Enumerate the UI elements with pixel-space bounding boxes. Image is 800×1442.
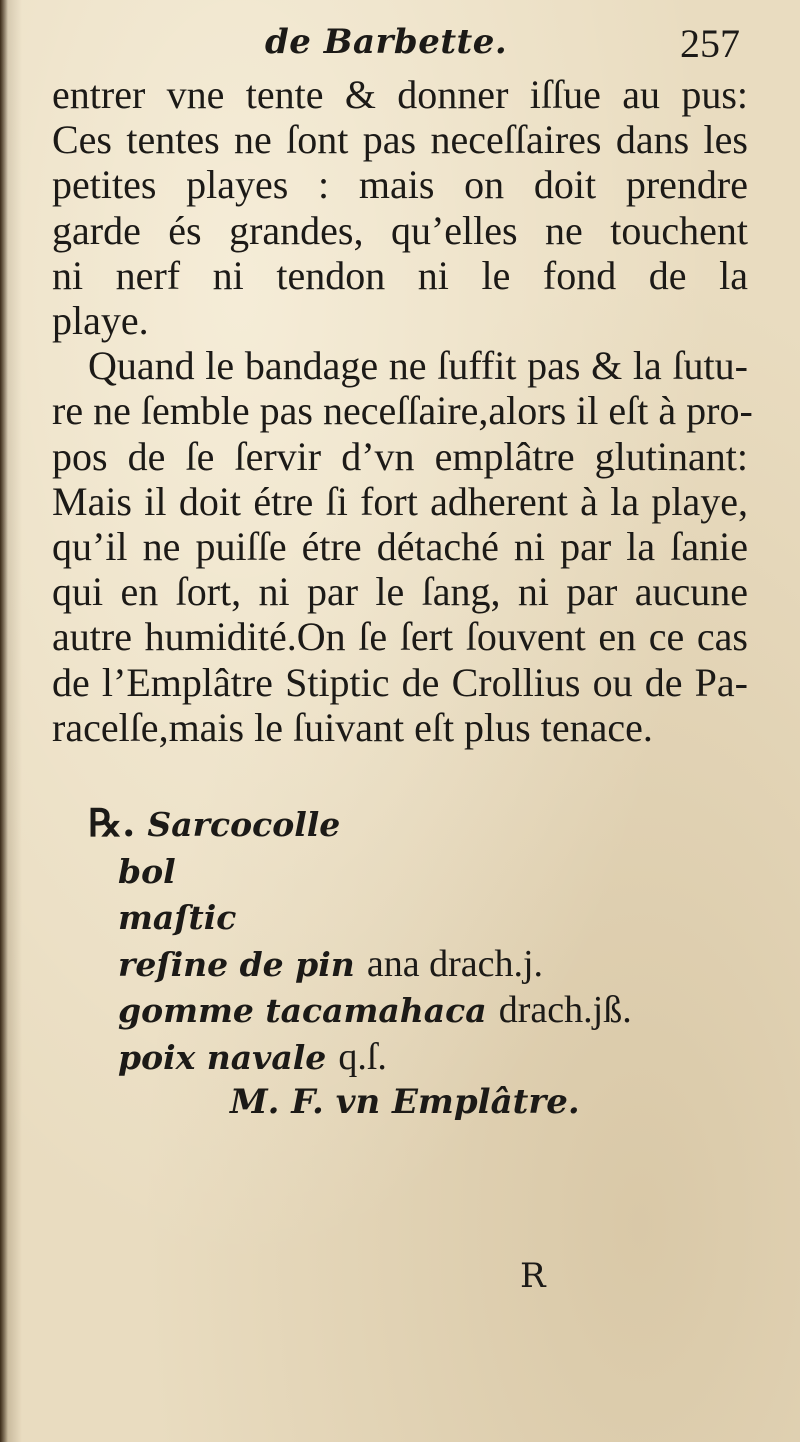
paragraph-start-line: Quand le bandage ne ſuffit pas & la ſutu- bbox=[88, 343, 748, 389]
text-line: petites playes : mais on doit prendre bbox=[52, 162, 748, 208]
ingredient-name: bol bbox=[118, 851, 176, 891]
body-text bbox=[52, 72, 753, 750]
text-line: re ne ſemble pas neceſſaire,alors il eſt à pro- bbox=[52, 388, 753, 434]
ingredient-quantity: ana drach.j. bbox=[366, 942, 544, 985]
ingredient-name: reſine de pin bbox=[118, 944, 355, 984]
recipe-row bbox=[70, 894, 720, 941]
ingredient-name: gomme tacamahaca bbox=[118, 991, 487, 1030]
recipe-row bbox=[70, 848, 720, 895]
recipe-symbol: ℞. bbox=[88, 800, 136, 845]
recipe-closing: M. F. vn Emplâtre. bbox=[230, 1082, 580, 1122]
recipe-row bbox=[70, 800, 720, 848]
signature-mark: R bbox=[520, 1256, 546, 1296]
recipe-row bbox=[70, 987, 720, 1034]
recipe-row bbox=[70, 941, 720, 988]
ingredient-name: maſtic bbox=[118, 898, 237, 937]
page-number: 257 bbox=[680, 21, 740, 66]
text-line: de l’Emplâtre Stiptic de Crollius ou de Pa- bbox=[52, 659, 748, 705]
text-line: playe. bbox=[52, 298, 149, 344]
text-line: qui en ſort, ni par le ſang, ni par aucune bbox=[52, 569, 748, 615]
text-line: garde és grandes, qu’elles ne touchent bbox=[52, 207, 748, 253]
text-line: autre humidité.On ſe ſert ſouvent en ce cas bbox=[52, 614, 748, 660]
page-gutter-shadow bbox=[0, 0, 8, 1442]
text-line: Mais il doit étre ſi fort adherent à la playe, bbox=[52, 478, 748, 524]
ingredient-name: poix navale bbox=[118, 1037, 327, 1077]
ingredient-quantity: drach.jß. bbox=[498, 989, 632, 1031]
text-line: pos de ſe ſervir d’vn emplâtre glutinant: bbox=[52, 433, 748, 479]
text-line: entrer vne tente & donner iſſue au pus: bbox=[52, 72, 748, 117]
text-line: Ces tentes ne ſont pas neceſſaires dans les bbox=[52, 117, 748, 163]
ingredient-quantity: q.ſ. bbox=[338, 1035, 387, 1078]
text-line: racelſe,mais le ſuivant eſt plus tenace. bbox=[52, 704, 653, 750]
text-line: ni nerf ni tendon ni le fond de la bbox=[52, 252, 748, 298]
text-line: qu’il ne puiſſe étre détaché ni par la ſanie bbox=[52, 524, 748, 570]
ingredient-name: Sarcocolle bbox=[147, 805, 341, 844]
running-title: de Barbette. bbox=[265, 22, 508, 62]
recipe-row bbox=[70, 1034, 720, 1081]
recipe-block bbox=[70, 800, 720, 1126]
